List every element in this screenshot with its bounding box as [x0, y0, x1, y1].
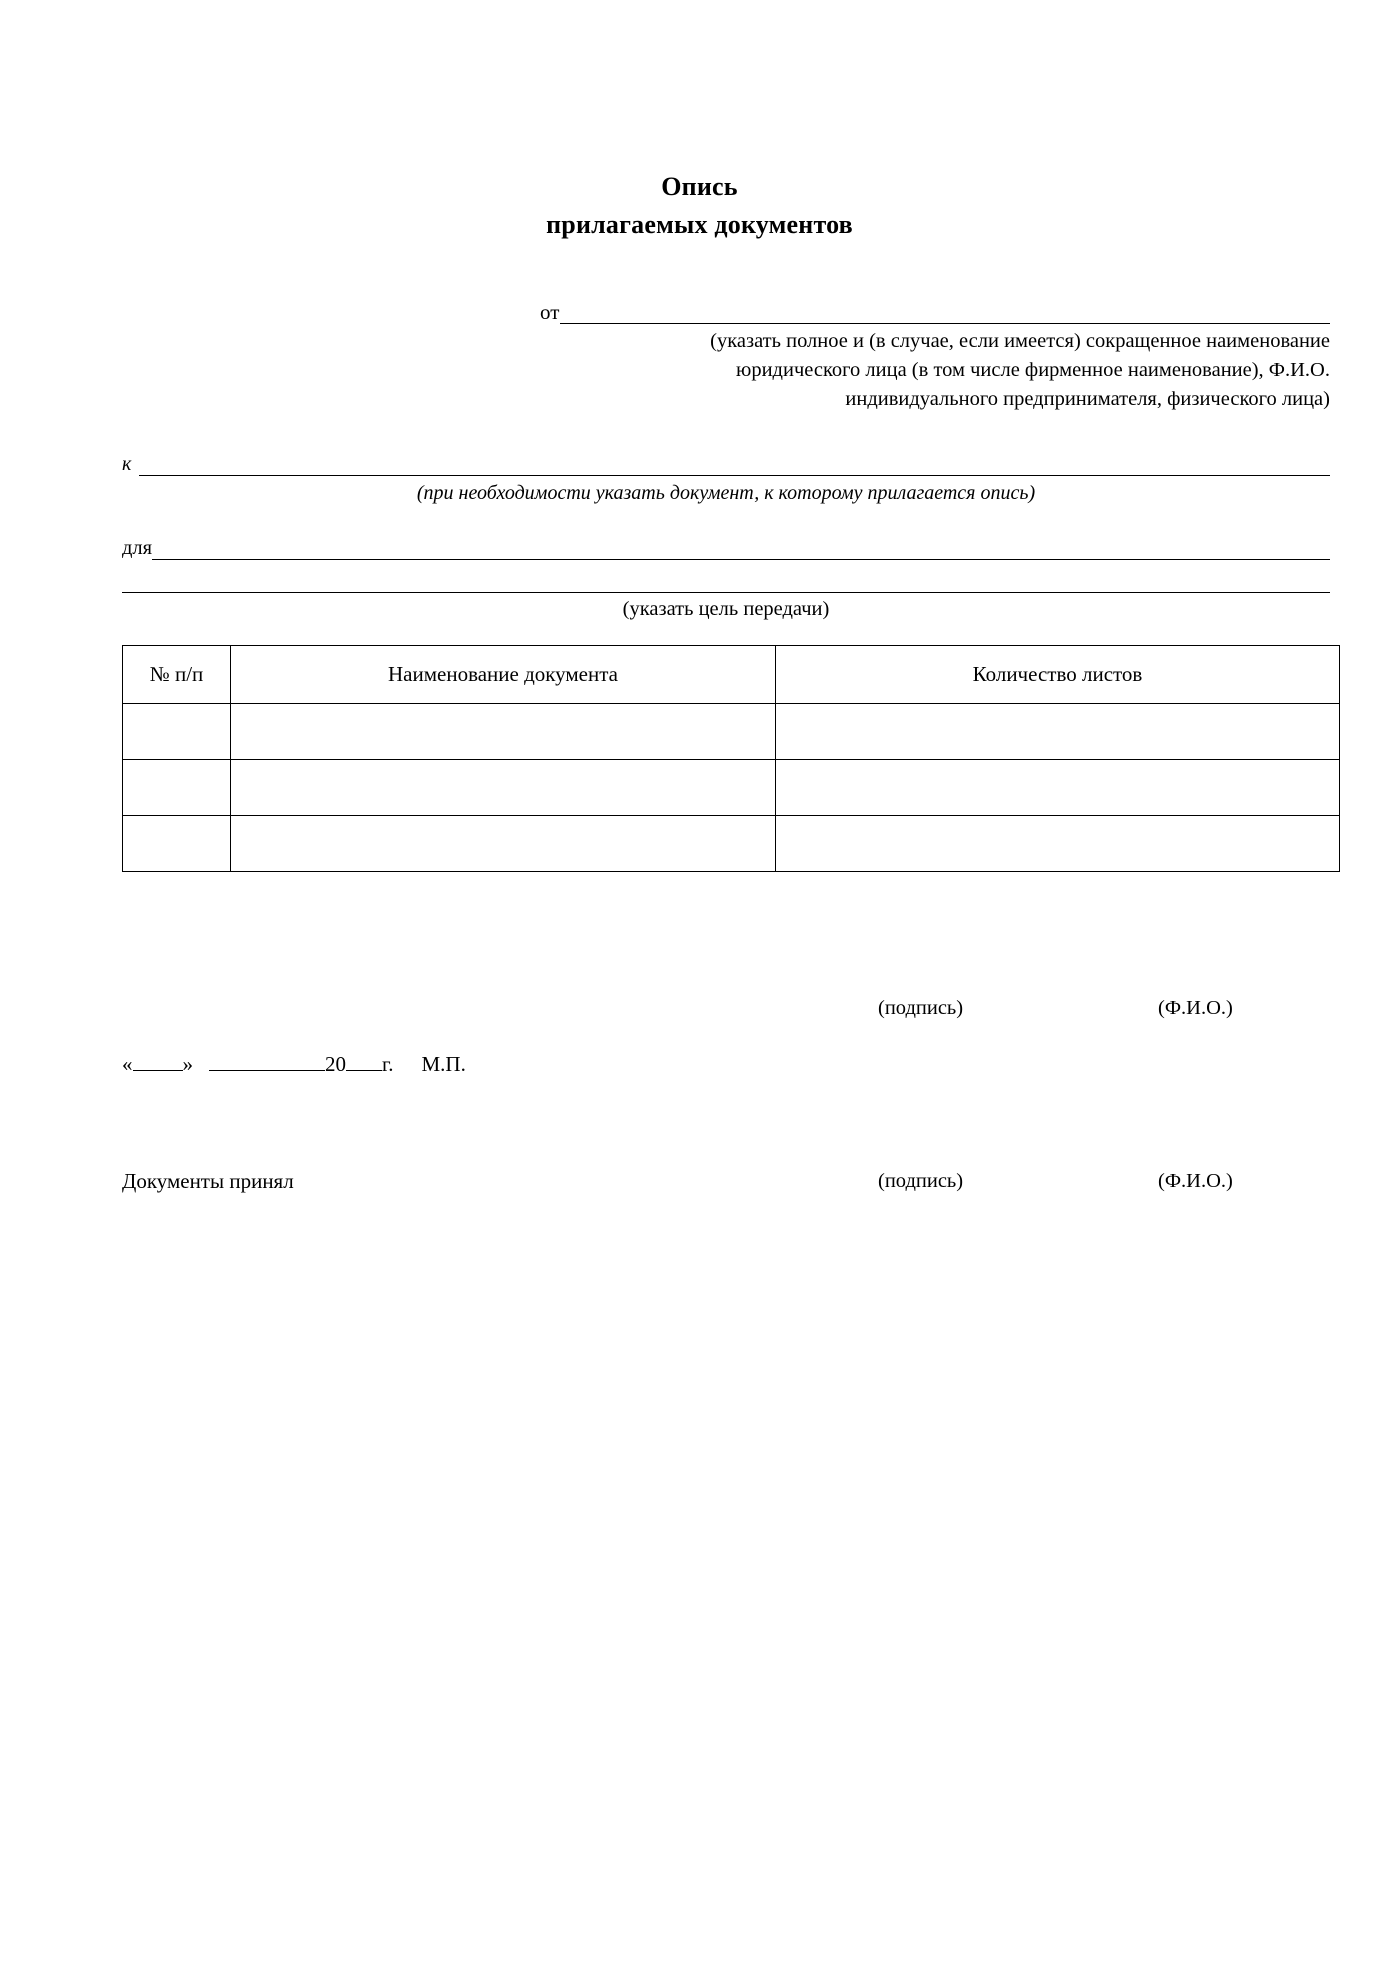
- table-header-sheet-count: Количество листов: [776, 646, 1340, 704]
- to-input-line[interactable]: [139, 456, 1330, 476]
- table-cell-document-name[interactable]: [231, 704, 776, 760]
- purpose-input-line-second[interactable]: [122, 578, 1330, 593]
- from-input-line[interactable]: [560, 304, 1330, 324]
- signature-block: [122, 995, 1330, 1021]
- signature-caption: (подпись): [878, 997, 964, 1019]
- table-header-number: № п/п: [123, 646, 231, 704]
- quote-open: «: [122, 1052, 133, 1076]
- table-row: [123, 816, 1340, 872]
- quote-close: »: [182, 1052, 193, 1076]
- year-prefix: 20: [325, 1052, 346, 1076]
- to-field-row: [122, 452, 1330, 476]
- from-caption-line-1: (указать полное и (в случае, если имеется) сокращенное наименование: [710, 330, 1330, 352]
- documents-table: [122, 645, 1340, 872]
- page-title: [0, 168, 1399, 244]
- purpose-caption: (указать цель передачи): [622, 598, 830, 620]
- table-cell-sheet-count[interactable]: [776, 704, 1340, 760]
- table-cell-number[interactable]: [123, 704, 231, 760]
- from-caption: [540, 327, 1330, 414]
- date-line: [122, 1050, 466, 1078]
- from-field-row: [540, 300, 1330, 324]
- accepted-fio-caption: (Ф.И.О.): [1158, 1170, 1233, 1192]
- table-cell-sheet-count[interactable]: [776, 816, 1340, 872]
- accepted-signature-caption: (подпись): [878, 1170, 964, 1192]
- to-section: [122, 452, 1330, 505]
- fio-caption: (Ф.И.О.): [1158, 997, 1233, 1019]
- purpose-label: для: [122, 537, 153, 559]
- stamp-label: М.П.: [421, 1052, 466, 1076]
- accepted-label: Документы принял: [122, 1169, 294, 1193]
- table-header-document-name: Наименование документа: [231, 646, 776, 704]
- date-year-field[interactable]: [346, 1051, 382, 1071]
- purpose-section: [122, 536, 1330, 621]
- accepted-block: [122, 1167, 1330, 1195]
- to-label: к: [122, 453, 132, 475]
- from-label: от: [540, 300, 560, 324]
- table-cell-sheet-count[interactable]: [776, 760, 1340, 816]
- purpose-input-line[interactable]: [152, 540, 1330, 560]
- table-cell-document-name[interactable]: [231, 760, 776, 816]
- date-day-field[interactable]: [133, 1051, 183, 1071]
- from-section: [540, 300, 1330, 414]
- title-line-primary: Опись: [661, 172, 738, 201]
- purpose-field-row: [122, 536, 1330, 560]
- table-row: [123, 760, 1340, 816]
- table-cell-number[interactable]: [123, 760, 231, 816]
- table-header-row: [123, 646, 1340, 704]
- table-cell-number[interactable]: [123, 816, 231, 872]
- title-line-secondary: прилагаемых документов: [546, 210, 853, 239]
- from-caption-line-3: индивидуального предпринимателя, физического лица): [845, 388, 1330, 410]
- table-cell-document-name[interactable]: [231, 816, 776, 872]
- to-caption: (при необходимости указать документ, к которому прилагается опись): [416, 482, 1036, 504]
- year-suffix-label: г.: [382, 1052, 394, 1076]
- from-caption-line-2: юридического лица (в том числе фирменное наименование), Ф.И.О.: [736, 359, 1330, 381]
- date-month-field[interactable]: [209, 1051, 325, 1071]
- table-row: [123, 704, 1340, 760]
